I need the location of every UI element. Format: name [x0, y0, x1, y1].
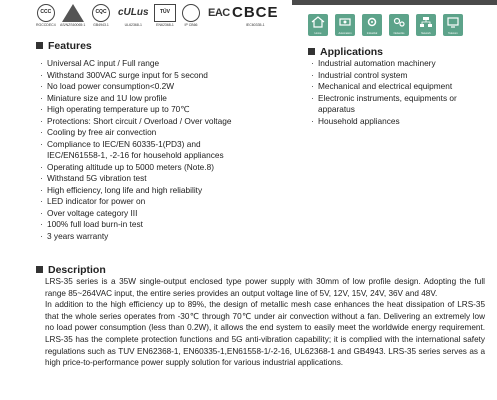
- list-item: · Universal AC input / Full range: [40, 58, 300, 70]
- warning-triangle-icon: [62, 4, 84, 22]
- list-item: · No load power consumption<0.2W: [40, 81, 300, 93]
- applications-heading: [308, 46, 383, 58]
- list-item: IEC/EN61558-1, -2-16 for household appliances: [47, 150, 224, 160]
- industrial-icon-label: Industrial: [366, 32, 378, 35]
- telecom-icon-label: Telecom: [448, 32, 458, 35]
- features-title: Features: [48, 40, 92, 52]
- description-title: Description: [48, 264, 106, 276]
- list-item: · Mechanical and electrical equipment: [311, 81, 491, 93]
- cbce-mark-icon: CBCE: [232, 4, 279, 21]
- ccc-code: RGCCDEC4: [36, 23, 56, 27]
- home-icon: [308, 14, 328, 36]
- automation-icon: [335, 14, 355, 36]
- description-paragraph: In addition to the high efficiency up to 89%, the design of metallic mesh case enhances the heat dissipation of LRS-35 that the whole series operates from -30℃ through 70℃ under air convection without a fan. Delivering an extremely low no load power consumption (less than 0.2W), it allows the end system to easily meet the worldwide energy requirement. LRS-35 has the complete protection functions and 5G anti-vibration capability; it is complied with the international safety regulations such as TUV EN62368-1, EN60335-1,EN61558-1/-2-16, UL62368-1 and GB4943. LRS-35 series serves as a high price-to-performance power supply solution for various industrial applications.: [45, 300, 485, 368]
- cbce-mark: [232, 4, 279, 27]
- tuv-mark-icon: TÜV: [154, 4, 176, 22]
- section-bullet-icon: [36, 42, 43, 49]
- ul-mark-icon: cULus: [118, 7, 149, 18]
- list-item: · Industrial automation machinery: [311, 58, 491, 70]
- applications-title: Applications: [320, 46, 384, 58]
- telecom-icon: [443, 14, 463, 36]
- header-bar: [292, 0, 497, 5]
- gear-icon-label: Networks: [393, 32, 405, 35]
- list-item: · High operating temperature up to 70℃: [40, 104, 300, 116]
- triangle-mark: [60, 4, 85, 27]
- ccc-mark-icon: CCC: [37, 4, 55, 22]
- home-icon-label: Home: [314, 32, 322, 35]
- industrial-icon: [362, 14, 382, 36]
- network-icon-label: Network: [421, 32, 431, 35]
- certification-marks: [36, 4, 279, 40]
- list-item: · 100% full load burn-in test: [40, 219, 300, 231]
- list-item: · Over voltage category III: [40, 208, 300, 220]
- tuv-code: EN62368-1: [156, 23, 174, 27]
- section-bullet-icon: [308, 48, 315, 55]
- application-icons: [308, 14, 468, 40]
- description-heading: [36, 264, 106, 276]
- list-item: · Withstand 5G vibration test: [40, 173, 300, 185]
- tuv-mark: [154, 4, 176, 27]
- triangle-code: AS/NZS60065:1: [60, 23, 86, 27]
- list-item: apparatus: [318, 104, 355, 114]
- ul-code: UL62368-1: [124, 23, 142, 27]
- cbce-code: IEC60335-1: [245, 23, 265, 27]
- list-item: · Withstand 300VAC surge input for 5 second: [40, 70, 300, 82]
- ip-mark: [182, 4, 200, 27]
- description-body: [45, 276, 485, 369]
- ip-mark-icon: [182, 4, 200, 22]
- list-item: · High efficiency, long life and high reliability: [40, 185, 300, 197]
- gear-icon: [389, 14, 409, 36]
- eac-mark-icon: EAC: [208, 7, 230, 19]
- automation-icon-label: Automation: [338, 32, 352, 35]
- cqc-mark-icon: CQC: [92, 4, 110, 22]
- list-item: · Electronic instruments, equipments or: [311, 93, 491, 105]
- ccc-mark: [36, 4, 56, 27]
- features-heading: [36, 40, 92, 52]
- list-item: · Industrial control system: [311, 70, 491, 82]
- ip-code: IP CB66: [184, 23, 198, 27]
- cqc-mark: [92, 4, 110, 27]
- list-item: · Household appliances: [311, 116, 491, 128]
- description-paragraph: LRS-35 series is a 35W single-output enclosed type power supply with 30mm of low profile design. Adopting the full range 85~264VAC input, the entire series provides an output voltage line of 5V, 12V, 15V, 24V, 36V and 48V.: [45, 277, 485, 298]
- list-item: · Miniature size and 1U low profile: [40, 93, 300, 105]
- cqc-code: GB4943.1: [93, 23, 109, 27]
- list-item: · LED indicator for power on: [40, 196, 300, 208]
- list-item: · Operating altitude up to 5000 meters (Note.8): [40, 162, 300, 174]
- list-item: · 3 years warranty: [40, 231, 300, 243]
- list-item: · Cooling by free air convection: [40, 127, 300, 139]
- features-list: [40, 58, 300, 242]
- list-item: · Compliance to IEC/EN 60335-1(PD3) and: [40, 139, 300, 151]
- section-bullet-icon: [36, 266, 43, 273]
- ul-mark: [118, 4, 149, 27]
- network-icon: [416, 14, 436, 36]
- applications-list: [311, 58, 491, 127]
- list-item: · Protections: Short circuit / Overload / Over voltage: [40, 116, 300, 128]
- eac-mark: [208, 4, 230, 23]
